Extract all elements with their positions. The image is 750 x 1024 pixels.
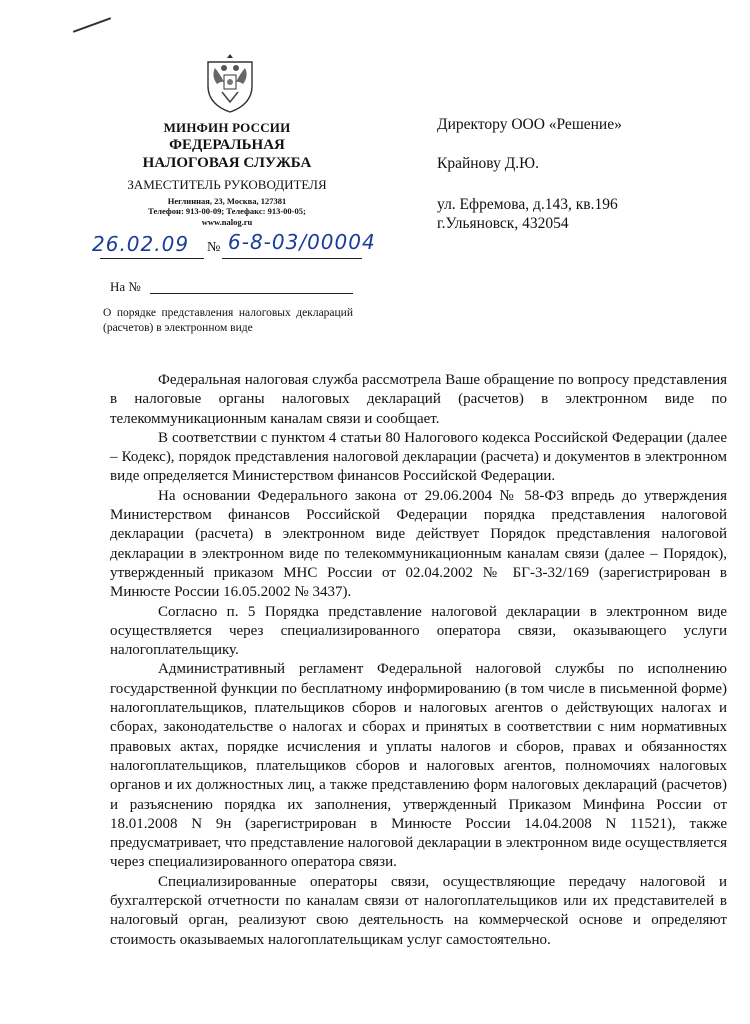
number-sign: № [207,240,221,255]
addressee-line4: г.Ульяновск, 432054 [437,215,569,232]
letter-subject: О порядке представления налоговых деклараций (расчетов) в электронном виде [103,307,353,334]
body-paragraph: Федеральная налоговая служба рассмотрела Ваше обращение по вопросу представления в налоговые органы налоговых деклараций (расчетов) в электронном виде по телекоммуникационным каналам связи и сообщает. [110,372,727,427]
pen-stroke-mark [73,17,111,33]
handwritten-date: 26.02.09 [92,232,190,256]
addressee-line3: ул. Ефремова, д.143, кв.196 [437,196,618,213]
body-paragraph: В соответствии с пунктом 4 статьи 80 Налогового кодекса Российской Федерации (далее – Кодекс), порядок представления налоговой декларации (расчета) и документов в электронном виде определяется Министерством финансов Российской Федерации. [110,429,727,485]
ministry-name: МИНФИН РОССИИ [163,120,291,135]
handwritten-registration-number: 6-8-03/00004 [228,230,376,254]
body-paragraph: На основании Федерального закона от 29.06.2004 № 58-ФЗ впредь до утверждения Министерством финансов Российской Федерации порядка представления налоговой декларации (расчета) в электронном виде действует Порядок представления налоговой декларации в электронном виде по телекоммуникационным каналам связи (далее – Порядок), утвержденный приказом МНС России от 02.04.2002 № БГ-3-32/169 (зарегистрирован в Минюсте России 16.05.2002 № 3437). [110,487,727,601]
body-paragraph: Административный регламент Федеральной налоговой службы по исполнению государственной функции по бесплатному информированию (в том числе в письменной форме) налогоплательщиков, плательщиков сборов и налоговых агентов о действующих налогах и сборах, законодательстве о налогах и сборах и принятых в соответствии с ним нормативных правовых актах, порядке исчисления и уплаты налогов и сборов, правах и обязанностях налогоплательщиков, плательщиков сборов и налоговых агентов, полномочиях налоговых органов и их должностных лиц, а также представлению форм налоговых деклараций (расчетов) и разъяснению порядка их заполнения, утвержденный Приказом Минфина России от 18.01.2008 N 9н (зарегистрирован в Минюсте России 14.04.2008 N 11521), также предусматривает, что представление налоговой декларации в электронном виде осуществляется через специализированного оператора связи. [110,661,727,871]
addressee-line1: Директору ООО «Решение» [437,116,622,133]
sender-phones: Телефон: 913-00-09; Телефакс: 913-00-05; [148,206,306,216]
sender-position: ЗАМЕСТИТЕЛЬ РУКОВОДИТЕЛЯ [127,177,327,192]
number-underline [222,258,362,259]
date-underline [100,258,204,259]
body-paragraph: Согласно п. 5 Порядка представление налоговой декларации в электронном виде осуществляется через специализированного оператора связи, оказывающего услуги налогоплательщику. [110,603,727,659]
sender-website: www.nalog.ru [201,217,253,227]
service-name-line2: НАЛОГОВАЯ СЛУЖБА [142,155,312,171]
body-paragraph: Специализированные операторы связи, осуществляющие передачу налоговой и бухгалтерской отчетности по каналам связи от налогоплательщиков или их представителей в налоговый орган, реализуют свою деятельность на коммерческой основе и определяют стоимость оказываемых налогоплательщикам услуг самостоятельно. [110,873,727,948]
service-name-line1: ФЕДЕРАЛЬНАЯ [169,137,285,153]
reply-reference-label: На № [110,279,141,294]
coat-of-arms-emblem [200,48,260,114]
letter-body [110,371,727,950]
sender-address: Неглинная, 23, Москва, 127381 [167,196,287,206]
addressee-line2: Крайнову Д.Ю. [437,155,539,172]
reply-reference-line [150,293,353,294]
